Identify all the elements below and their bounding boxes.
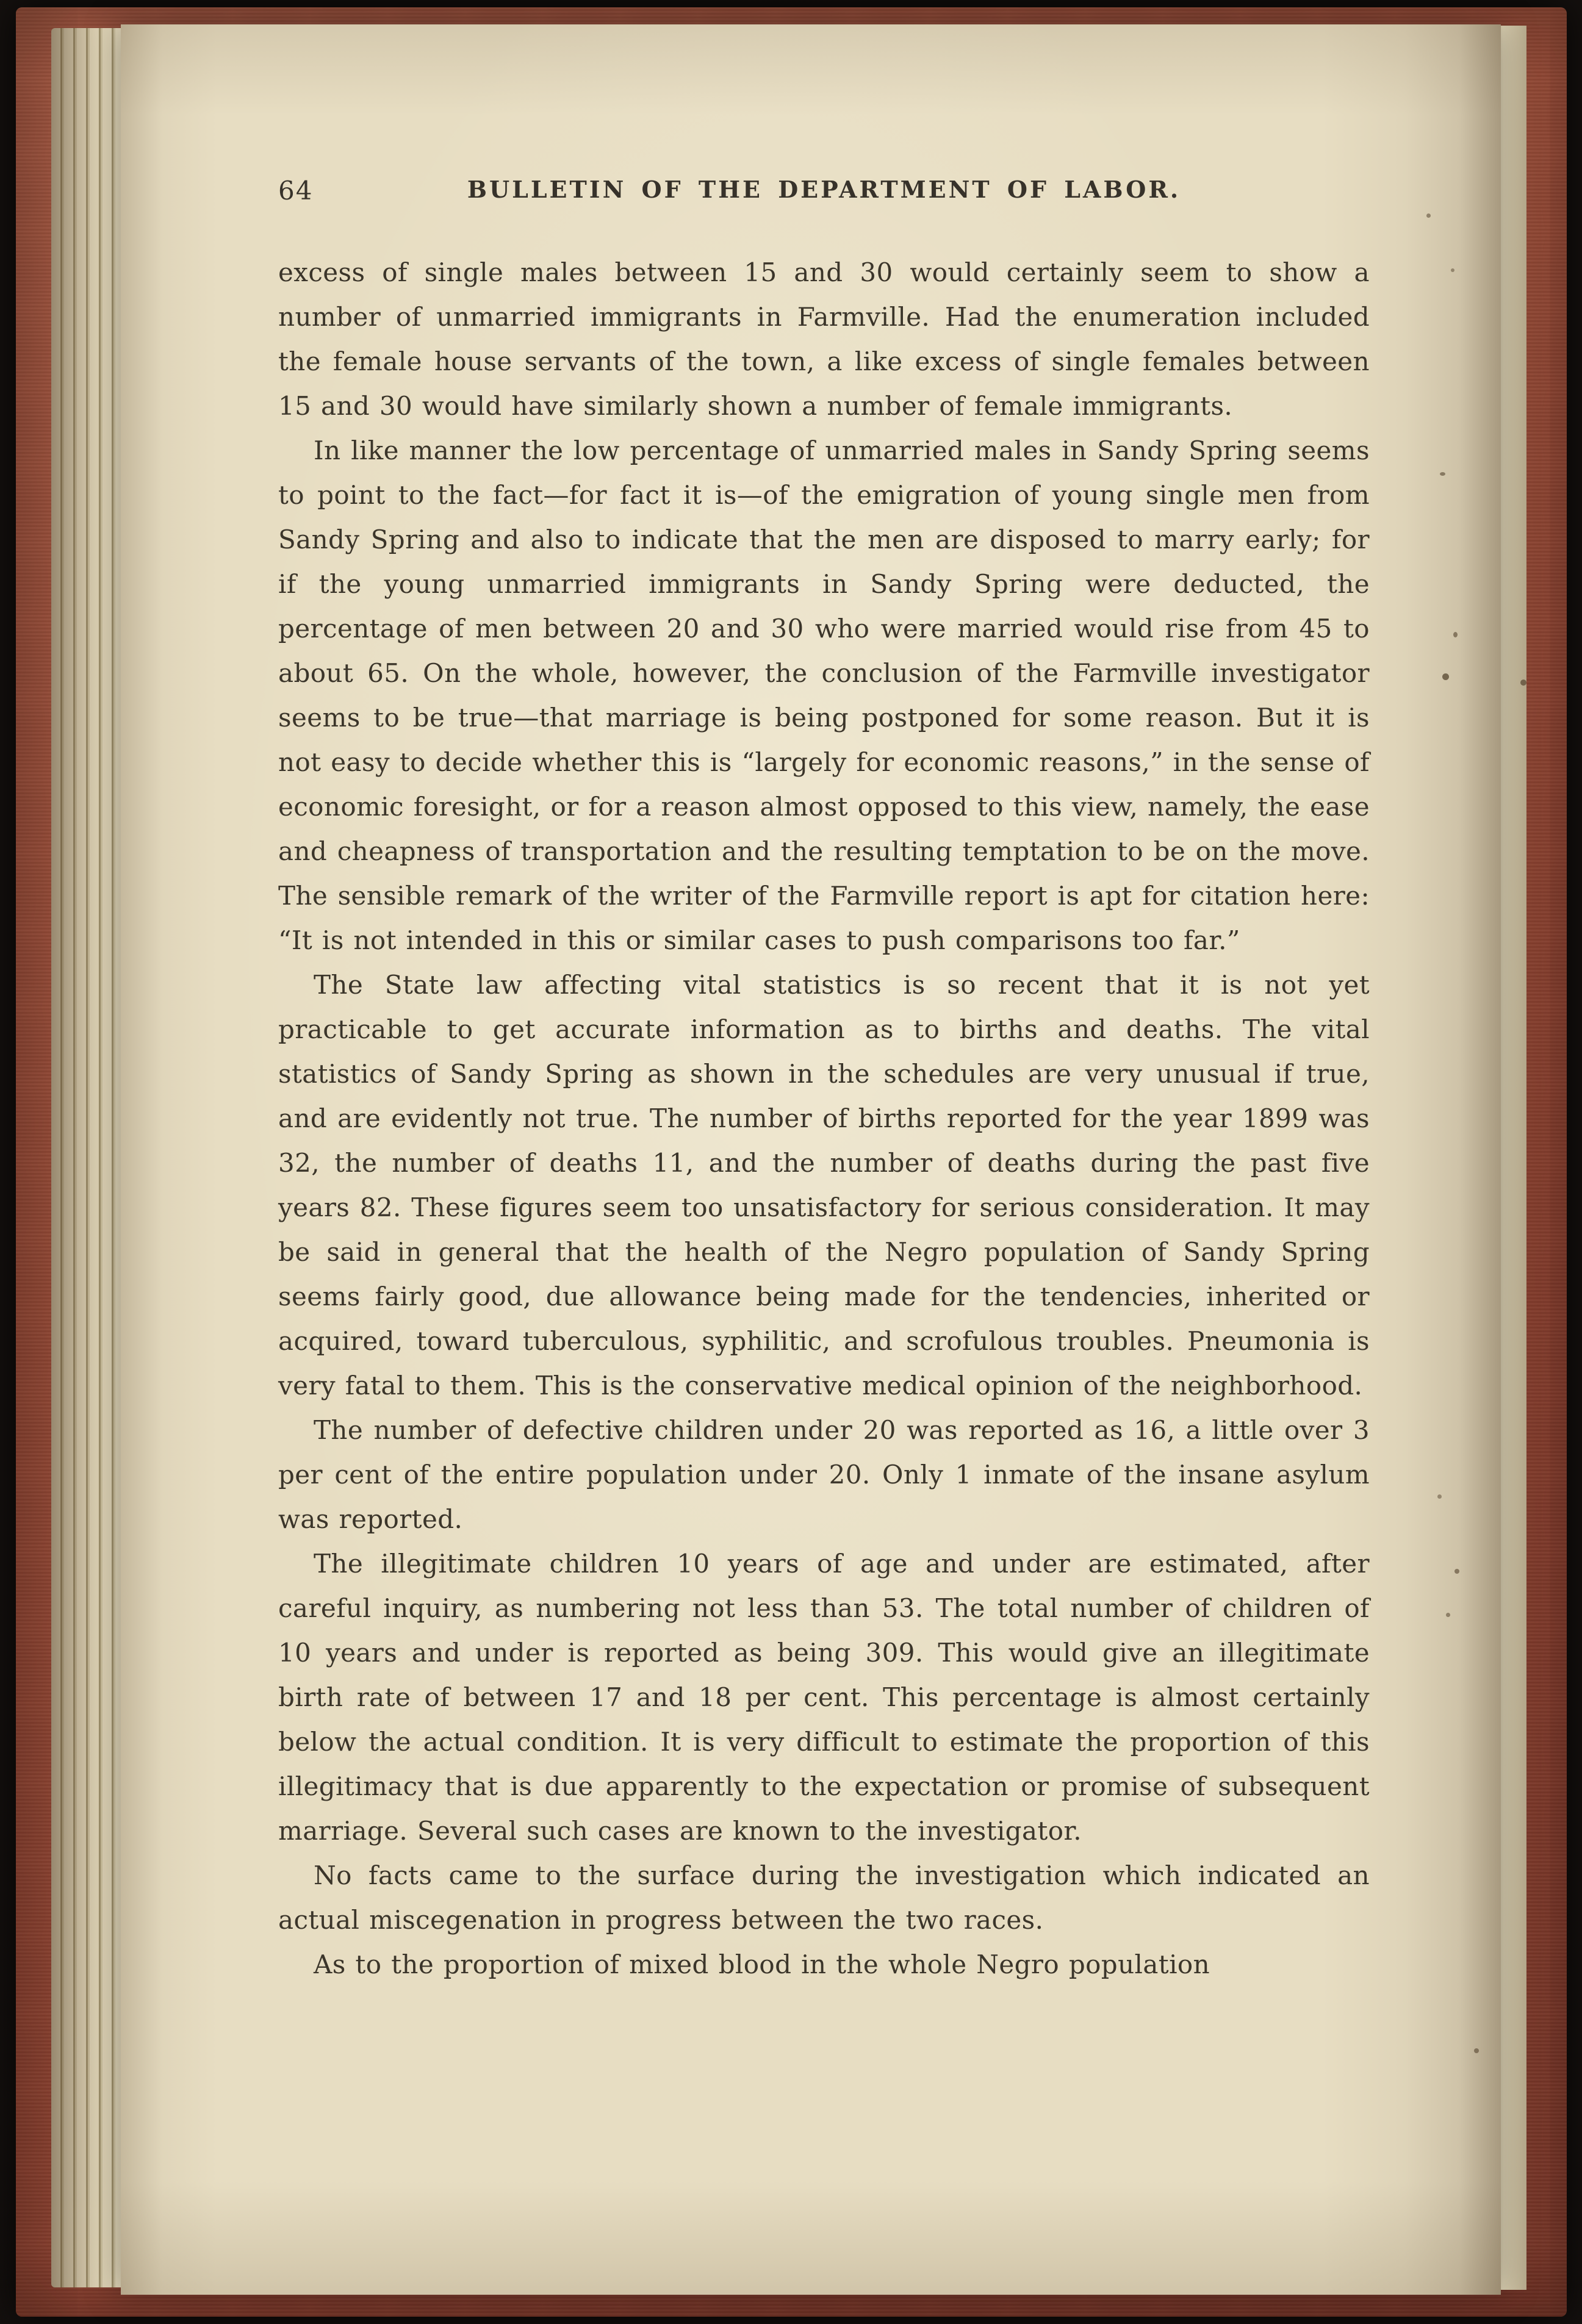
page-body: [278, 250, 1370, 1987]
paragraph: As to the proportion of mixed blood in the whole Negro population: [314, 1949, 1210, 1979]
paragraph: The State law affecting vital statistics is so recent that it is not yet practicable to get accurate information as to births and deaths. The vital statistics of Sandy Spring as shown in the schedules are very unusual if true, and are evidently not true. The number of births reported for the year 1899 was 32, the number of deaths 11, and the number of deaths during the past five years 82. These figures seem too unsatisfactory for serious consideration. It may be said in general that the health of the Negro population of Sandy Spring seems fairly good, due allowance being made for the tendencies, inherited or acquired, toward tuberculous, syphilitic, and scrofulous troubles. Pneumonia is very fatal to them. This is the conservative medical opinion of the neighborhood.: [278, 970, 1370, 1400]
dust-speck: [1437, 1494, 1442, 1499]
page-number: 64: [278, 176, 314, 206]
dust-speck: [1440, 472, 1445, 476]
dust-speck: [1426, 213, 1431, 218]
dust-speck: [1454, 1569, 1459, 1574]
paragraph: In like manner the low percentage of unmarried males in Sandy Spring seems to point to the fact—for fact it is—of the emigration of young single men from Sandy Spring and also to indicate that the men are disposed to marry early; for if the young unmarried immigrants in Sandy Spring were deducted, the percentage of men between 20 and 30 who were married would rise from 45 to about 65. On the whole, however, the conclusion of the Farmville investigator seems to be true—that marriage is being postponed for some reason. But it is not easy to decide whether this is “largely for economic reasons,” in the sense of economic foresight, or for a reason almost opposed to this view, namely, the ease and cheapness of transportation and the resulting temptation to be on the move. The sensible remark of the writer of the Farmville report is apt for citation here: “It is not intended in this or similar cases to push comparisons too far.”: [278, 436, 1370, 955]
paragraph: excess of single males between 15 and 30 would certainly seem to show a number of unmarried immigrants in Farmville. Had the enumeration included the female house servants of the town, a like excess of single females between 15 and 30 would have similarly shown a number of female immigrants.: [278, 257, 1370, 421]
dust-speck: [1442, 673, 1449, 680]
dust-speck: [1520, 680, 1526, 686]
page-stack-left-edges: [51, 28, 126, 2287]
running-title: BULLETIN OF THE DEPARTMENT OF LABOR.: [467, 176, 1181, 203]
dust-speck: [1451, 268, 1454, 272]
book-cover: [16, 7, 1567, 2317]
dust-speck: [1446, 1613, 1450, 1617]
paragraph: The illegitimate children 10 years of age and under are estimated, after careful inquiry, as numbering not less than 53. The total number of children of 10 years and under is reported as being 309. This would give an illegitimate birth rate of between 17 and 18 per cent. This percentage is almost certainly below the actual condition. It is very difficult to estimate the proportion of this illegitimacy that is due apparently to the expectation or promise of subsequent marriage. Several such cases are known to the investigator.: [278, 1549, 1370, 1846]
book-page: [121, 24, 1501, 2295]
page-header: [278, 24, 1370, 218]
dust-speck: [1474, 2048, 1479, 2053]
paragraph: No facts came to the surface during the investigation which indicated an actual miscegenation in progress between the two races.: [278, 1860, 1370, 1935]
dust-speck: [1453, 632, 1458, 637]
paragraph: The number of defective children under 20 was reported as 16, a little over 3 per cent of the entire population under 20. Only 1 inmate of the insane asylum was reported.: [278, 1415, 1370, 1534]
